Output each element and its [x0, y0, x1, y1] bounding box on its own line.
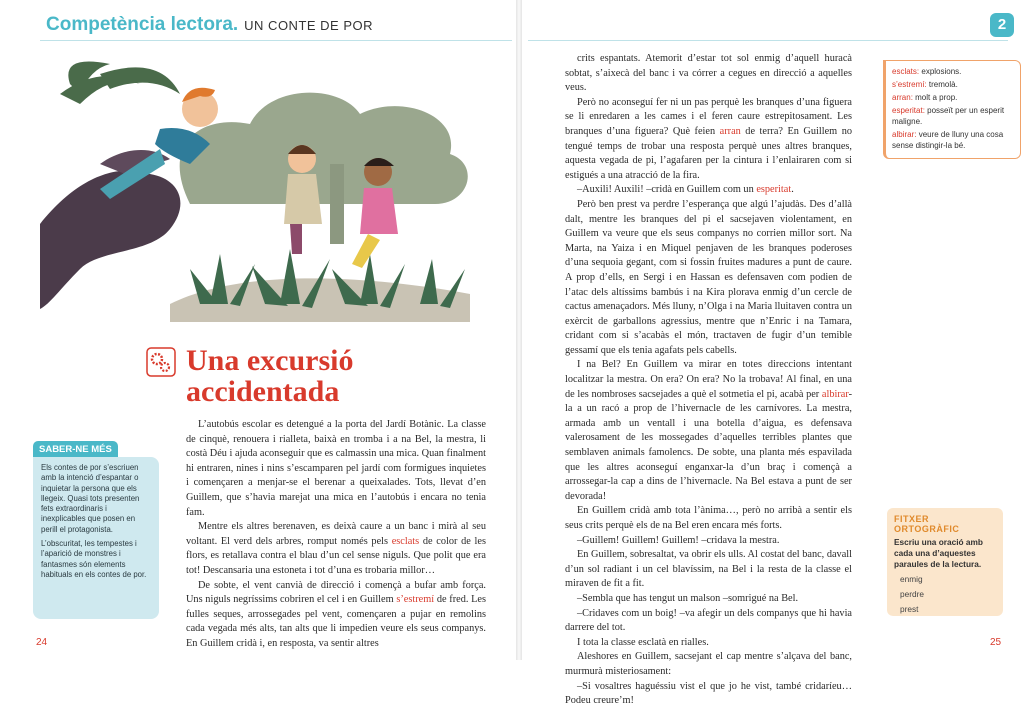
unit-badge: 2 [990, 13, 1014, 37]
glossary-word: albirar [892, 130, 915, 139]
glossary-entry [892, 66, 1014, 77]
fitxer-heading: FITXER ORTOGRÀFIC [894, 514, 960, 534]
story-text: –Sembla que has tengut un malson –somrigué na Bel. [577, 592, 799, 604]
fitxer-word: perdre [900, 589, 924, 600]
page-number-right: 25 [990, 637, 1002, 648]
glossary-entry [892, 92, 1014, 103]
story-text: En Guillem, sobresaltat, va obrir els ulls. Al costat del banc, davall d’un sol radiant i un cel blavíssim, na Bel i la resta de la classe el miraven de fit a fit. [565, 549, 852, 590]
glossary-colon: : [924, 80, 927, 89]
story-paragraph [565, 548, 852, 592]
story-paragraph [565, 96, 852, 184]
glossary-keyword: s’estremí [396, 594, 435, 606]
tree-silhouette [180, 93, 468, 204]
story-text: de color de les flors, es retallava contra el blau d’un cel sense niguls. Que polit que era tot! Descansaria una estoneta i tot d’una es trobaria millor… [186, 535, 486, 576]
story-paragraph [565, 198, 852, 359]
glossary-word: esclats [892, 67, 917, 76]
story-text: L’autobús escolar es detengué a la porta del Jardí Botànic. La classe de cinquè, renouera i rialleta, baixà en tromba i a na Bel, la mestra, li costà Déu i ajuda aconseguir que es calmassin una mica. Quan finalment hi entraren, nines i nins s’escamparen pel jardí com formigues inquietes i començaren a menjar-se el berenar a queixalades. Tots, llevat d’en Guillem, que s’havia marejat una mica en l’autobús i encara no tenia fam. [186, 419, 486, 518]
glossary-word: s’estremí [892, 80, 925, 89]
saber-paragraph-2: L’obscuritat, les tempestes i l’aparició de monstres i fantasmes són elements habituals en els contes de por. [41, 539, 147, 579]
glossary-keyword: esclats [391, 535, 420, 547]
story-text: crits espantats. Atemorit d’estar tot sol enmig d’aquell huracà sobtat, s’aixecà del banc i va córrer a cegues en direcció a aquelles veus. [565, 53, 852, 94]
fitxer-instruction: Escriu una oració amb cada una d’aquestes paraules de la lectura. [894, 537, 983, 569]
story-paragraph [565, 52, 852, 96]
story-paragraph [186, 579, 486, 652]
story-paragraph [186, 520, 486, 578]
story-text: de terra? En Guillem no tengué temps de trobar una resposta perquè unes altres branques, aquesta vegada de pi, l’agafaren per la cintura i l’enlairaren com si estigués a una atracció de la fira. [565, 125, 852, 181]
fitxer-ortografic-box [887, 508, 1003, 616]
story-text: En Guillem cridà amb tota l’ànima…, però no arribà a sentir els seus crits perquè els de na Bel eren encara més forts. [565, 505, 852, 531]
section-title: Competència lectora. [46, 14, 239, 35]
story-paragraph [565, 183, 852, 198]
glossary-colon: : [916, 67, 920, 76]
glossary-box [883, 60, 1021, 159]
glossary-colon: : [914, 130, 917, 139]
story-column-right [565, 52, 852, 709]
header-divider-right [528, 40, 1008, 41]
glossary-definition: tremolà. [926, 80, 958, 89]
glossary-keyword: arran [719, 125, 741, 137]
story-illustration [40, 54, 490, 322]
story-paragraph [186, 418, 486, 520]
story-text: -la a un racó a prop de l’hivernacle de les carnívores. La mestra, armada amb un ventall i una botella d’aigua, es defensava valerosament de les mossegades d’aquelles terribles plantes que semblaven animals famolencs. De sobte, una planta més espavilada que les altres aconseguí enganxar-la d’un braç i començà a arrossegar-la cap a dins de l’hivernacle. Na Bel estava a punt de ser devorada! [565, 388, 852, 502]
section-subtitle: UN CONTE DE POR [244, 18, 374, 33]
story-column-left [186, 418, 486, 652]
story-paragraph [565, 607, 852, 636]
page-number-left: 24 [36, 637, 48, 648]
story-paragraph [565, 680, 852, 709]
glossary-definition: veure de lluny una cosa sense distingir-la bé. [892, 130, 1004, 150]
glossary-definition: posseït per un esperit maligne. [892, 106, 1005, 126]
story-text: . [791, 184, 794, 196]
palm-fronds [60, 62, 180, 105]
glossary-keyword: albirar [821, 388, 849, 400]
glossary-colon: : [910, 93, 913, 102]
glossary-definition: molt a prop. [912, 93, 958, 102]
saber-ne-mes-box [33, 441, 155, 619]
glossary-word: arran [892, 93, 911, 102]
story-text: de fred. Les fulles seques, arrossegades pel vent, començaren a pujar en remolins cada vegada més alts, tan alts que li impedien veure els seus companys. En Guillem cridà i, en resposta, va sentir altres [186, 594, 487, 649]
glossary-entry [892, 79, 1014, 90]
story-paragraph [565, 636, 852, 651]
saber-ne-mes-content [33, 457, 159, 619]
saber-paragraph-1: Els contes de por s’escriuen amb la intenció d’espantar o inquietar la persona que els llegeix. Quasi tots presenten fets extraordinaris i inexplicables que posen en perill el protagonista. [41, 463, 140, 534]
fitxer-word: enmig [900, 574, 923, 585]
story-text: –Guillem! Guillem! Guillem! –cridava la mestra. [577, 534, 780, 546]
page-gutter [516, 0, 522, 660]
story-paragraph [565, 504, 852, 533]
story-text: I na Bel? En Guillem va mirar en totes direccions intentant localitzar la mestra. On era? On era? No la trobava! Al final, en una de les nombroses sacsejades a què el sotmetia el pi, acabà per [565, 359, 852, 400]
title-line-1: Una excursió [186, 344, 354, 377]
glossary-keyword: esperitat [756, 184, 792, 196]
story-text: De sobte, el vent canvià de direcció i començà a bufar amb força. Uns niguls negríssims cobriren el cel i en Guillem [186, 579, 486, 606]
tree-trunk [330, 164, 344, 244]
story-text: I tota la classe esclatà en rialles. [577, 636, 709, 648]
glossary-word: esperitat [892, 106, 923, 115]
story-paragraph [565, 650, 852, 679]
story-text: –Si vosaltres haguéssiu vist el que jo he vist, també cridaríeu… Podeu creure’m! [565, 680, 852, 707]
story-text: Aleshores en Guillem, sacsejant el cap mentre s’alçava del banc, murmurà misteriosament: [565, 651, 852, 677]
story-paragraph [565, 358, 852, 504]
gears-icon [146, 347, 176, 377]
glossary-entry [892, 105, 1014, 127]
saber-ne-mes-label: SABER-NE MÉS [33, 441, 118, 458]
story-text: Però no aconseguí fer ni un pas perquè les branques d’una figuera se li enredaren a les cames i el feren caure estrepitosament. Les branques d’una figuera? Què feien [565, 96, 852, 137]
story-paragraph [565, 534, 852, 549]
story-text: Però ben prest va perdre l’esperança que algú l’ajudàs. Des d’allà dalt, mentre les branques del pi el sacsejaven violentament, en Guillem va veure que els seus companys no corrien millor sort. Na Marta, na Yaiza i en Miquel penjaven de les branques poderoses d’una sequoia gegant, com si fossin fruites madures a punt de caure. A prop d’ells, en Sergi i en Hassan es defensaven com podien de l’atac dels altíssims bambús i na Kira plorava enmig d’un cercle de cactus amenaçadors. Més lluny, n’Olga i na Maria lluitaven contra un exèrcit de garballons agressius, mentre que n’Enric i na Tamara, cridant com si s’acabàs el món, tractaven de fugir d’un temible gessamí que els tenia agafats pels cabells. [565, 198, 852, 356]
story-title [186, 345, 486, 407]
fitxer-word: prest [900, 604, 919, 615]
story-text: –Auxili! Auxili! –cridà en Guillem com un [577, 184, 757, 196]
header-divider-left [40, 40, 512, 41]
story-text: –Cridaves com un boig! –va afegir un dels companys que hi havia darrere del tot. [565, 607, 852, 634]
title-line-2: accidentada [186, 375, 340, 408]
glossary-entry [892, 129, 1014, 151]
story-text: Mentre els altres berenaven, es deixà caure a un banc i mirà al seu voltant. El verd dels arbres, romput només pels [186, 521, 486, 547]
glossary-colon: : [922, 106, 925, 115]
story-paragraph [565, 592, 852, 607]
glossary-definition: explosions. [919, 67, 962, 76]
section-header [46, 14, 373, 36]
